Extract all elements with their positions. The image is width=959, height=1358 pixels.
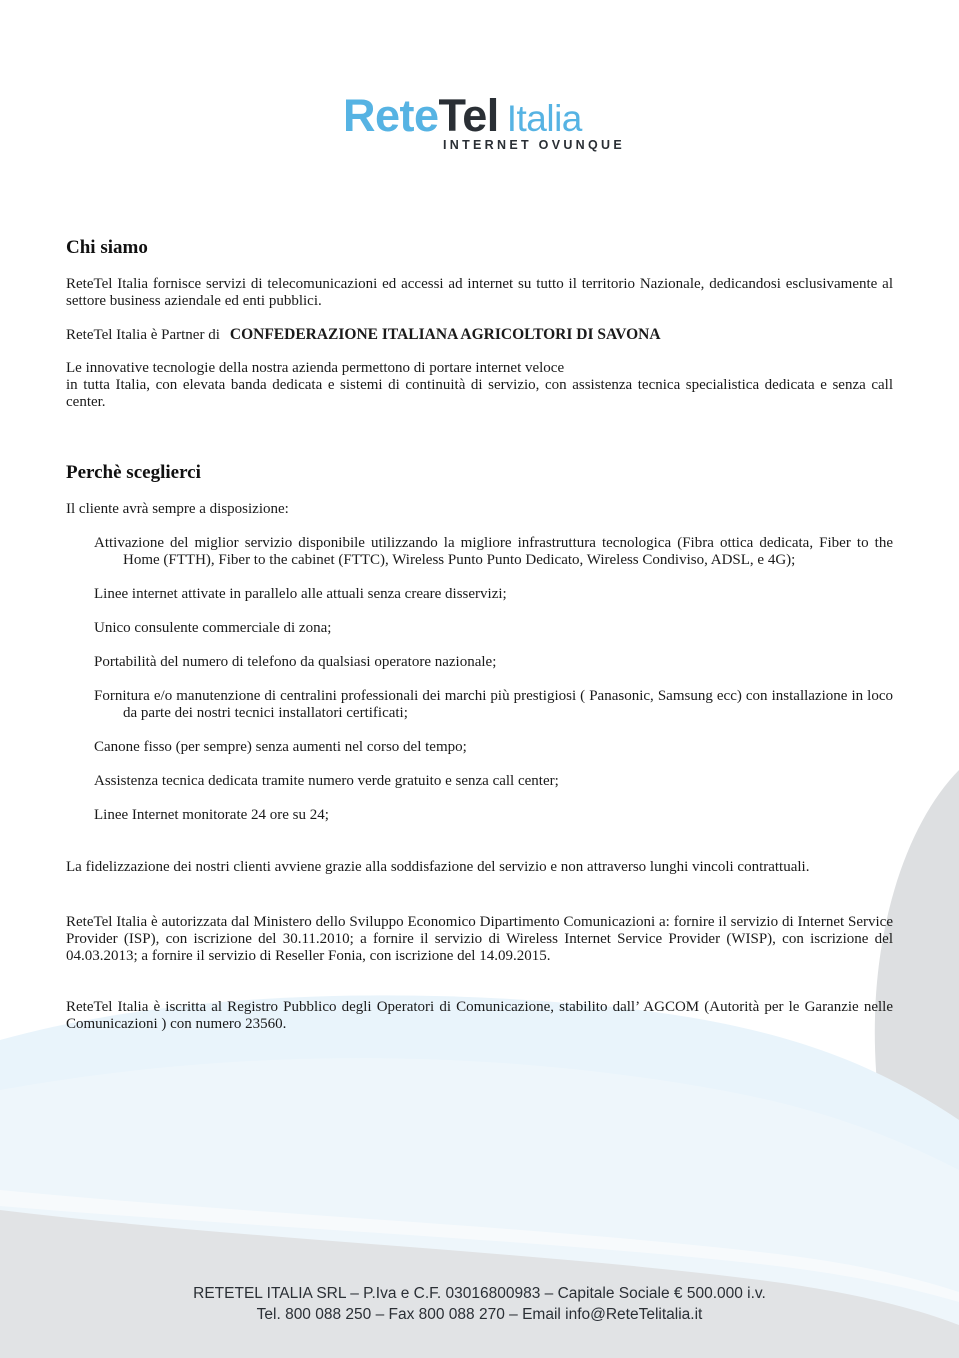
heading-perche-sceglierci: Perchè sceglierci	[66, 462, 201, 483]
list-item: Linee Internet monitorate 24 ore su 24;	[94, 807, 329, 823]
paragraph-autorizzazione: ReteTel Italia è autorizzata dal Ministero dello Sviluppo Economico Dipartimento Comunicazioni a: fornire il servizio di Internet Service Provider (ISP), con iscrizione del 30.11.2010; a fornire il servizio di Wireless Internet Service Provider (WISP), con iscrizione del 04.03.2013; a fornire il servizio di Reseller Fonia, con iscrizione del 14.09.2015.	[66, 914, 893, 964]
list-item: Linee internet attivate in parallelo alle attuali senza creare disservizi;	[94, 586, 507, 602]
logo-tagline: INTERNET OVUNQUE	[443, 138, 625, 152]
paragraph-fidelizzazione: La fidelizzazione dei nostri clienti avviene grazie alla soddisfazione del servizio e non attraverso lunghi vincoli contrattuali.	[66, 859, 810, 875]
paragraph-partner	[66, 326, 893, 344]
benefits-list	[66, 535, 893, 824]
document-body	[66, 236, 893, 1033]
logo-tel: Tel	[438, 90, 499, 141]
paragraph-tech-line1: Le innovative tecnologie della nostra azienda permettono di portare internet veloce	[66, 360, 565, 376]
logo-wordmark	[343, 92, 582, 143]
logo-rete: Rete	[343, 90, 439, 141]
list-item: Canone fisso (per sempre) senza aumenti nel corso del tempo;	[94, 739, 467, 755]
footer-company-info: RETETEL ITALIA SRL – P.Iva e C.F. 03016800983 – Capitale Sociale € 500.000 i.v.	[193, 1285, 766, 1302]
heading-chi-siamo: Chi siamo	[66, 237, 148, 258]
list-item: Portabilità del numero di telefono da qualsiasi operatore nazionale;	[94, 654, 497, 670]
paragraph-cliente: Il cliente avrà sempre a disposizione:	[66, 501, 289, 517]
logo-italia: Italia	[506, 98, 582, 139]
list-item: Attivazione del miglior servizio disponibile utilizzando la migliore infrastruttura tecnologica (Fibra ottica dedicata, Fiber to the Home (FTTH), Fiber to the cabinet (FTTC), Wireless Punto Punto Dedicato, Wireless Condiviso, ADSL, e 4G);	[94, 535, 893, 568]
partner-name: CONFEDERAZIONE ITALIANA AGRICOLTORI DI SAVONA	[229, 326, 661, 343]
footer	[0, 1283, 959, 1325]
list-item: Assistenza tecnica dedicata tramite numero verde gratuito e senza call center;	[94, 773, 559, 789]
list-item: Fornitura e/o manutenzione di centralini professionali dei marchi più prestigiosi ( Panasonic, Samsung ecc) con installazione in loco da parte dei nostri tecnici installatori certificati;	[94, 688, 893, 721]
paragraph-intro: ReteTel Italia fornisce servizi di telecomunicazioni ed accessi ad internet su tutto il territorio Nazionale, dedicandosi esclusivamente al settore business aziendale ed enti pubblici.	[66, 276, 893, 309]
retetel-logo	[343, 90, 625, 156]
paragraph-tech-line2: in tutta Italia, con elevata banda dedicata e sistemi di continuità di servizio, con assistenza tecnica specialistica dedicata e senza call center.	[66, 377, 893, 410]
list-item: Unico consulente commerciale di zona;	[94, 620, 332, 636]
partner-label: ReteTel Italia è Partner di	[66, 327, 220, 343]
footer-contacts: Tel. 800 088 250 – Fax 800 088 270 – Email info@ReteTelitalia.it	[256, 1306, 703, 1323]
paragraph-registro: ReteTel Italia è iscritta al Registro Pubblico degli Operatori di Comunicazione, stabilito dall’ AGCOM (Autorità per le Garanzie nelle Comunicazioni ) con numero 23560.	[66, 999, 893, 1032]
